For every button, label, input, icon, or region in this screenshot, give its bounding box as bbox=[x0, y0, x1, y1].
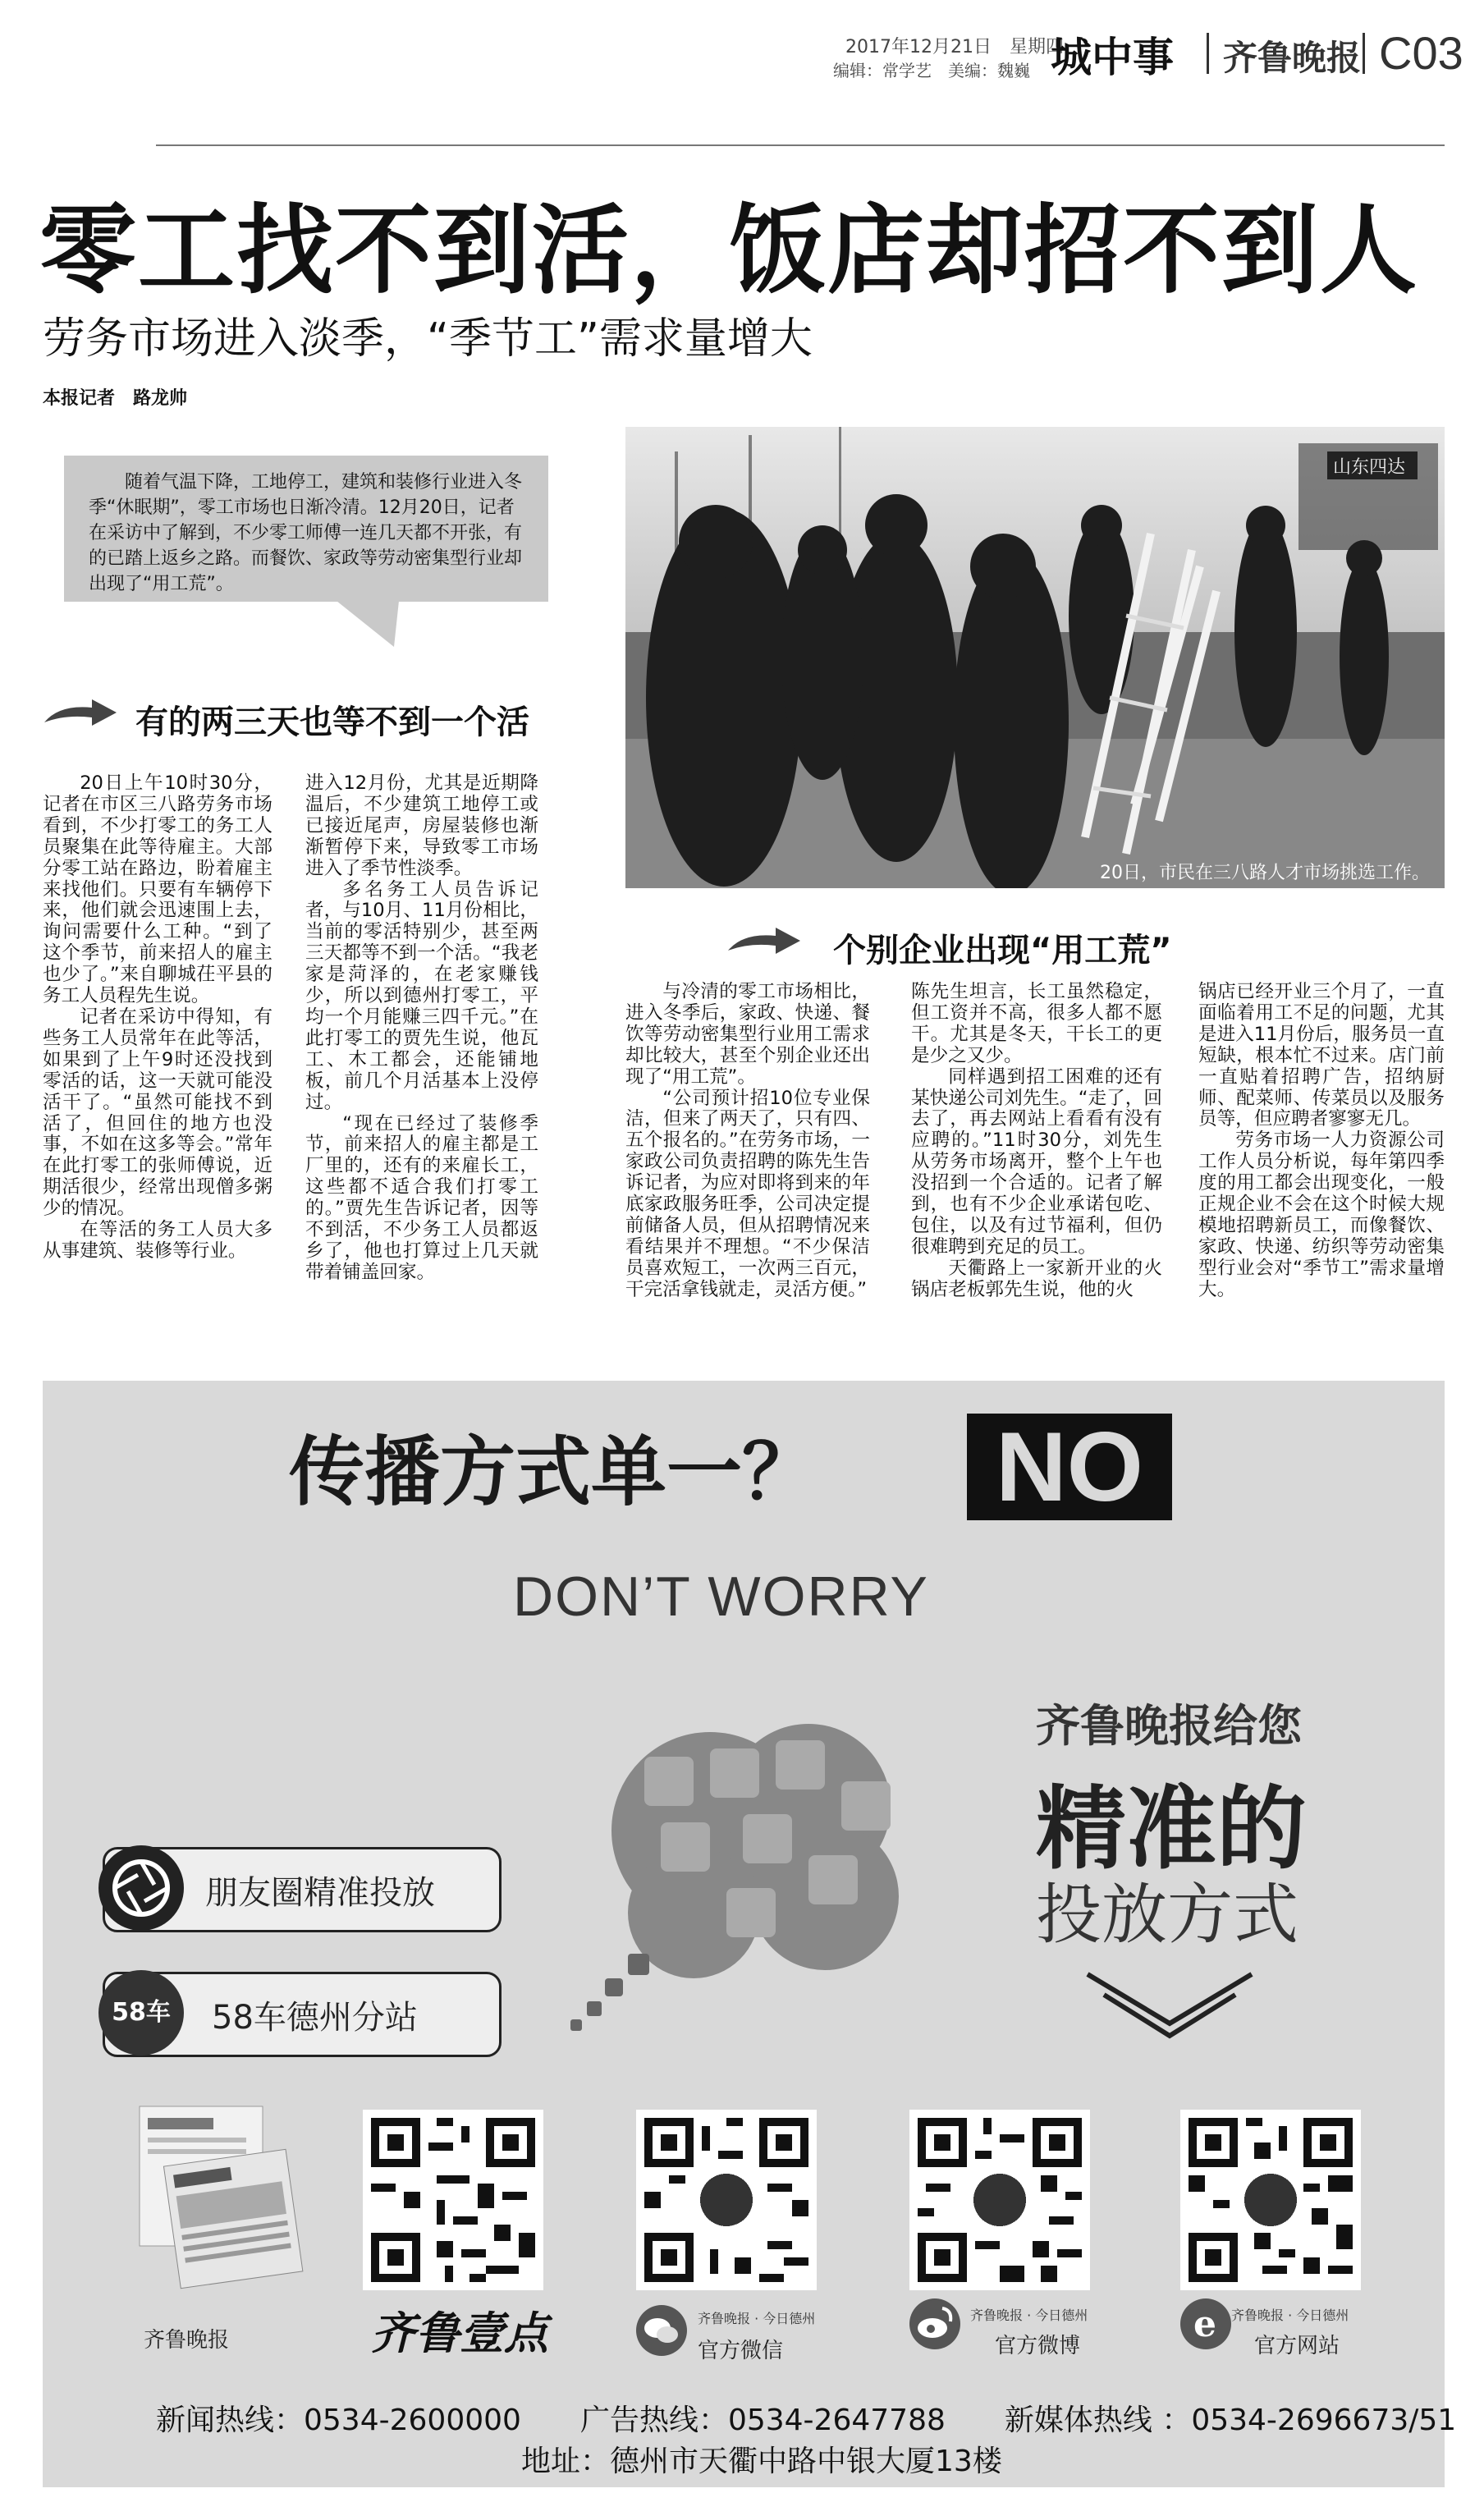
paragraph: 陈先生坦言，长工虽然稳定，但工资并不高，很多人都不愿干。尤其是冬天，干长工的更是少之又少。 bbox=[911, 981, 1162, 1066]
paragraph: 锅店已经开业三个月了，一直面临着用工不足的问题，尤其是进入11月份后，服务员一直短缺，根本忙不过来。店门前一直贴着招聘广告，招纳厨师、配菜师、传菜员以及服务员等，但应聘者寥寥无几。 bbox=[1198, 981, 1445, 1130]
subheadline: 劳务市场进入淡季，“季节工”需求量增大 bbox=[43, 314, 813, 364]
qilu-app-label: 齐鲁壹点 bbox=[371, 2307, 548, 2359]
address-info: 地址：德州市天衢中路中银大厦13楼 bbox=[521, 2445, 1002, 2478]
section-heading: 有的两三天也等不到一个活 bbox=[135, 703, 529, 741]
puzzle-bubble-icon bbox=[546, 1691, 973, 2039]
chevron-down-icon bbox=[1083, 1970, 1256, 2047]
qr-code-icon[interactable] bbox=[363, 2110, 543, 2290]
ad-question: 传播方式单一？ bbox=[289, 1428, 818, 1516]
svg-text:e: e bbox=[1193, 2303, 1216, 2345]
qr-code-icon[interactable] bbox=[636, 2110, 817, 2290]
section-name: 城中事 bbox=[1051, 34, 1174, 81]
qr-code-icon[interactable] bbox=[909, 2110, 1090, 2290]
page-number: C03 bbox=[1379, 27, 1463, 79]
lead-box-tail bbox=[337, 601, 399, 647]
news-photo bbox=[625, 427, 1445, 888]
account-name: 齐鲁晚报 · 今日德州 bbox=[1231, 2307, 1349, 2323]
photo-illustration bbox=[625, 427, 1445, 888]
masthead-divider bbox=[1363, 33, 1365, 74]
ad-giving: 齐鲁晚报给您 bbox=[1036, 1700, 1302, 1752]
lead-text-content: 随着气温下降，工地停工，建筑和装修行业进入冬季“休眠期”，零工市场也日渐冷清。12月20日，记者在采访中了解到，不少零工师傅一连几天都不开张，有的已踏上返乡之路。而餐饮、家政等劳动密集型行业却出现了“用工荒”。 bbox=[89, 472, 523, 594]
byline: 本报记者 路龙帅 bbox=[43, 388, 188, 409]
paragraph: 20日上午10时30分，记者在市区三八路劳务市场看到，不少打零工的务工人员聚集在此等待雇主。大部分零工站在路边，盼着雇主来找他们。只要有车辆停下来，他们就会迅速围上去，询问需要什么工种。“到了这个季节，前来招人的雇主也少了。”来自聊城茌平县的务工人员程先生说。 bbox=[43, 772, 273, 1007]
newspaper-label: 齐鲁晚报 bbox=[144, 2328, 230, 2353]
arrow-right-icon bbox=[43, 698, 118, 731]
camera-aperture-icon bbox=[98, 1845, 184, 1931]
body-column-1 bbox=[43, 773, 273, 1263]
account-name: 齐鲁晚报 · 今日德州 bbox=[970, 2307, 1088, 2323]
paragraph: 天衢路上一家新开业的火锅店老板郭先生说，他的火 bbox=[911, 1257, 1162, 1300]
58che-logo bbox=[98, 1970, 184, 2055]
account-name: 齐鲁晚报 · 今日德州 bbox=[698, 2311, 816, 2326]
photo-caption: 20日，市民在三八路人才市场挑选工作。 bbox=[1100, 863, 1430, 883]
paragraph: 同样遇到招工困难的还有某快递公司刘先生。“走了，回去了，再去网站上看看有没有应聘的。”11时30分，刘先生从劳务市场离开，整个上午也没招到一个合适的。记者了解到，也有不少企业承诺包吃、包住，以及有过节福利，但仍很难聘到充足的员工。 bbox=[911, 1066, 1162, 1258]
paragraph: 在等活的务工人员大多从事建筑、装修等行业。 bbox=[43, 1219, 273, 1262]
newspaper-name: 齐鲁晚报 bbox=[1223, 38, 1362, 78]
weibo-label: 官方微博 bbox=[995, 2334, 1081, 2358]
editor-credit: 编辑：常学艺 美编：魏巍 bbox=[833, 61, 1030, 80]
website-label: 官方网站 bbox=[1254, 2334, 1340, 2358]
issue-date: 2017年12月21日 星期四 bbox=[845, 37, 1064, 57]
section-heading: 个别企业出现“用工荒” bbox=[833, 932, 1172, 969]
paragraph: 记者在采访中得知，有些务工人员常年在此等活，如果到了上午9时还没找到零活的话，这一天就可能没活干了。“虽然可能找不到活了，但回住的地方也没事，不如在这多等会。”常年在此打零工的张师傅说，近期活很少，经常出现僧多粥少的情况。 bbox=[43, 1006, 273, 1220]
lead-text bbox=[89, 470, 532, 597]
ie-icon[interactable] bbox=[1180, 2298, 1231, 2349]
hotline-info: 新闻热线：0534-2600000 广告热线：0534-2647788 新媒体热线 ：0534-2696673/51 bbox=[156, 2404, 1457, 2437]
header-rule bbox=[156, 144, 1445, 146]
body-column-2 bbox=[305, 773, 538, 1284]
paragraph: “现在已经过了装修季节，前来招人的雇主都是工厂里的，还有的来雇长工，这些都不适合我们打零工的。”贾先生告诉记者，因等不到活，不少务工人员都返乡了，他也打算过上几天就带着铺盖回家。 bbox=[305, 1112, 538, 1283]
wechat-icon[interactable] bbox=[636, 2305, 687, 2356]
paragraph: “公司预计招10位专业保洁，但来了两天了，只有四、五个报名的。”在劳务市场，一家政公司负责招聘的陈先生告诉记者，为应对即将到来的年底家政服务旺季，公司决定提前储备人员，但从招聘情况来看结果并不理想。“不少保洁员喜欢短工，一次两三百元，干完活拿钱就走，灵活方便。” bbox=[625, 1087, 870, 1300]
body-column-4 bbox=[911, 982, 1162, 1301]
paragraph: 进入12月份，尤其是近期降温后，不少建筑工地停工或已接近尾声，房屋装修也渐渐暂停下来，导致零工市场进入了季节性淡季。 bbox=[305, 772, 538, 879]
masthead-divider bbox=[1207, 33, 1209, 74]
qr-code-icon[interactable] bbox=[1180, 2110, 1361, 2290]
pill-label: 58车德州分站 bbox=[212, 1999, 418, 2037]
paragraph: 多名务工人员告诉记者，与10月、11月份相比，当前的零活特别少，甚至两三天都等不到一个活。“我老家是菏泽的，在老家赚钱少，所以到德州打零工，平均一个月能赚三四千元。”在此打零工的贾先生说，他瓦工、木工都会，还能铺地板，前几个月活基本上没停过。 bbox=[305, 878, 538, 1113]
headline: 零工找不到活，饭店却招不到人 bbox=[39, 194, 1419, 307]
newspaper-thumbnail bbox=[123, 2101, 304, 2294]
58che-logo-text: 58车 bbox=[112, 1998, 171, 2027]
paragraph: 劳务市场一人力资源公司工作人员分析说，每年第四季度的用工都会出现变化，一般正规企业不会在这个时候大规模地招聘新员工，而像餐饮、家政、快递、纺织等劳动密集型行业会对“季节工”需求量增大。 bbox=[1198, 1130, 1445, 1300]
paragraph: 与冷清的零工市场相比，进入冬季后，家政、快递、餐饮等劳动密集型行业用工需求却比较大，甚至个别企业还出现了“用工荒”。 bbox=[625, 981, 870, 1088]
ad-precise: 精准的 bbox=[1036, 1776, 1307, 1881]
svg-text:山东四达: 山东四达 bbox=[1333, 457, 1406, 478]
body-column-3 bbox=[625, 982, 870, 1301]
body-column-5 bbox=[1198, 982, 1445, 1301]
wechat-label: 官方微信 bbox=[698, 2339, 784, 2363]
weibo-icon[interactable] bbox=[909, 2298, 960, 2349]
arrow-right-icon bbox=[726, 926, 802, 959]
pill-label: 朋友圈精准投放 bbox=[205, 1874, 435, 1912]
ad-method: 投放方式 bbox=[1036, 1877, 1298, 1953]
ad-dont-worry: DON’T WORRY bbox=[513, 1565, 929, 1628]
ad-no-badge: NO bbox=[967, 1414, 1172, 1520]
